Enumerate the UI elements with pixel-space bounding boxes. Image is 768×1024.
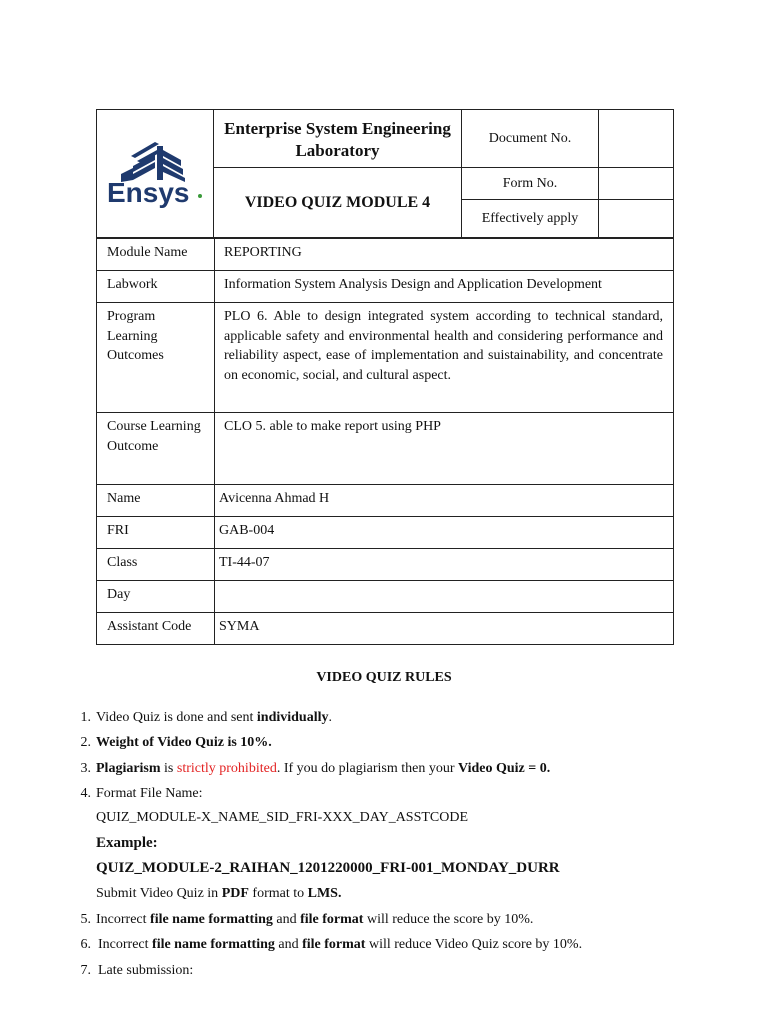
rule-number: 3. <box>80 761 91 776</box>
table-row <box>97 239 674 271</box>
lab-title: Enterprise System Engineering Laboratory <box>214 110 462 168</box>
table-row <box>97 581 674 613</box>
plo-value: PLO 6. Able to design integrated system according to technical standard, applicable safety and environmental health and considering performance and reliability aspect, ease of implementation and suistainability, and concentrate on economic, social, and cultural aspect. <box>215 303 674 413</box>
rule-text: Plagiarism is strictly prohibited. If you do plagiarism then your Video Quiz = 0. <box>96 761 551 776</box>
rule-text: Weight of Video Quiz is 10%. <box>96 735 272 750</box>
form-no-value <box>599 168 674 200</box>
table-row <box>97 613 674 645</box>
rule-number: 6. <box>80 937 91 952</box>
name-value: Avicenna Ahmad H <box>215 485 674 517</box>
fri-value: GAB-004 <box>215 517 674 549</box>
table-row <box>97 549 674 581</box>
logo-wordmark: Ensys <box>107 177 190 208</box>
rule-number: 4. <box>80 786 91 801</box>
table-row <box>97 485 674 517</box>
building-icon <box>121 142 185 182</box>
labwork-value: Information System Analysis Design and Application Development <box>215 271 674 303</box>
submit-instruction: Submit Video Quiz in PDF format to LMS. <box>96 886 342 901</box>
rules-title: VIDEO QUIZ RULES <box>316 670 452 685</box>
table-row <box>97 413 674 485</box>
effectively-apply-label: Effectively apply <box>462 200 599 238</box>
example-file-name: QUIZ_MODULE-2_RAIHAN_1201220000_FRI-001_MONDAY_DURR <box>96 860 560 876</box>
rule-text: Late submission: <box>98 963 194 978</box>
rule-text: Format File Name: <box>96 786 203 801</box>
document-no-value <box>599 110 674 168</box>
rule-text: Video Quiz is done and sent individually. <box>96 710 332 725</box>
rule-number: 7. <box>80 963 91 978</box>
table-row <box>97 271 674 303</box>
class-label: Class <box>97 549 215 581</box>
day-value <box>215 581 674 613</box>
ensys-logo <box>103 134 207 208</box>
rule-number: 5. <box>80 912 91 927</box>
table-row <box>97 303 674 413</box>
assistant-code-value: SYMA <box>215 613 674 645</box>
module-title: VIDEO QUIZ MODULE 4 <box>214 168 462 238</box>
logo-cell <box>97 110 214 238</box>
name-label: Name <box>97 485 215 517</box>
table-row <box>97 517 674 549</box>
rule-text: Incorrect file name formatting and file format will reduce Video Quiz score by 10%. <box>98 937 583 952</box>
rule-number: 2. <box>80 735 91 750</box>
form-no-label: Form No. <box>462 168 599 200</box>
assistant-code-label: Assistant Code <box>97 613 215 645</box>
clo-label: Course Learning Outcome <box>97 413 215 485</box>
strictly-prohibited-text: strictly prohibited <box>176 761 277 776</box>
class-value: TI-44-07 <box>215 549 674 581</box>
module-name-label: Module Name <box>97 239 215 271</box>
rule-text: Incorrect file name formatting and file format will reduce the score by 10%. <box>96 912 534 927</box>
day-label: Day <box>97 581 215 613</box>
labwork-label: Labwork <box>97 271 215 303</box>
info-table <box>96 238 674 645</box>
plo-label: Program Learning Outcomes <box>97 303 215 413</box>
file-name-format: QUIZ_MODULE-X_NAME_SID_FRI-XXX_DAY_ASSTCODE <box>96 810 469 825</box>
document-no-label: Document No. <box>462 110 599 168</box>
logo-dot-icon <box>198 194 202 198</box>
clo-value: CLO 5. able to make report using PHP <box>215 413 674 485</box>
example-label: Example: <box>96 835 158 851</box>
module-name-value: REPORTING <box>215 239 674 271</box>
fri-label: FRI <box>97 517 215 549</box>
rule-number: 1. <box>80 710 91 725</box>
header-table <box>96 109 674 238</box>
effectively-apply-value <box>599 200 674 238</box>
